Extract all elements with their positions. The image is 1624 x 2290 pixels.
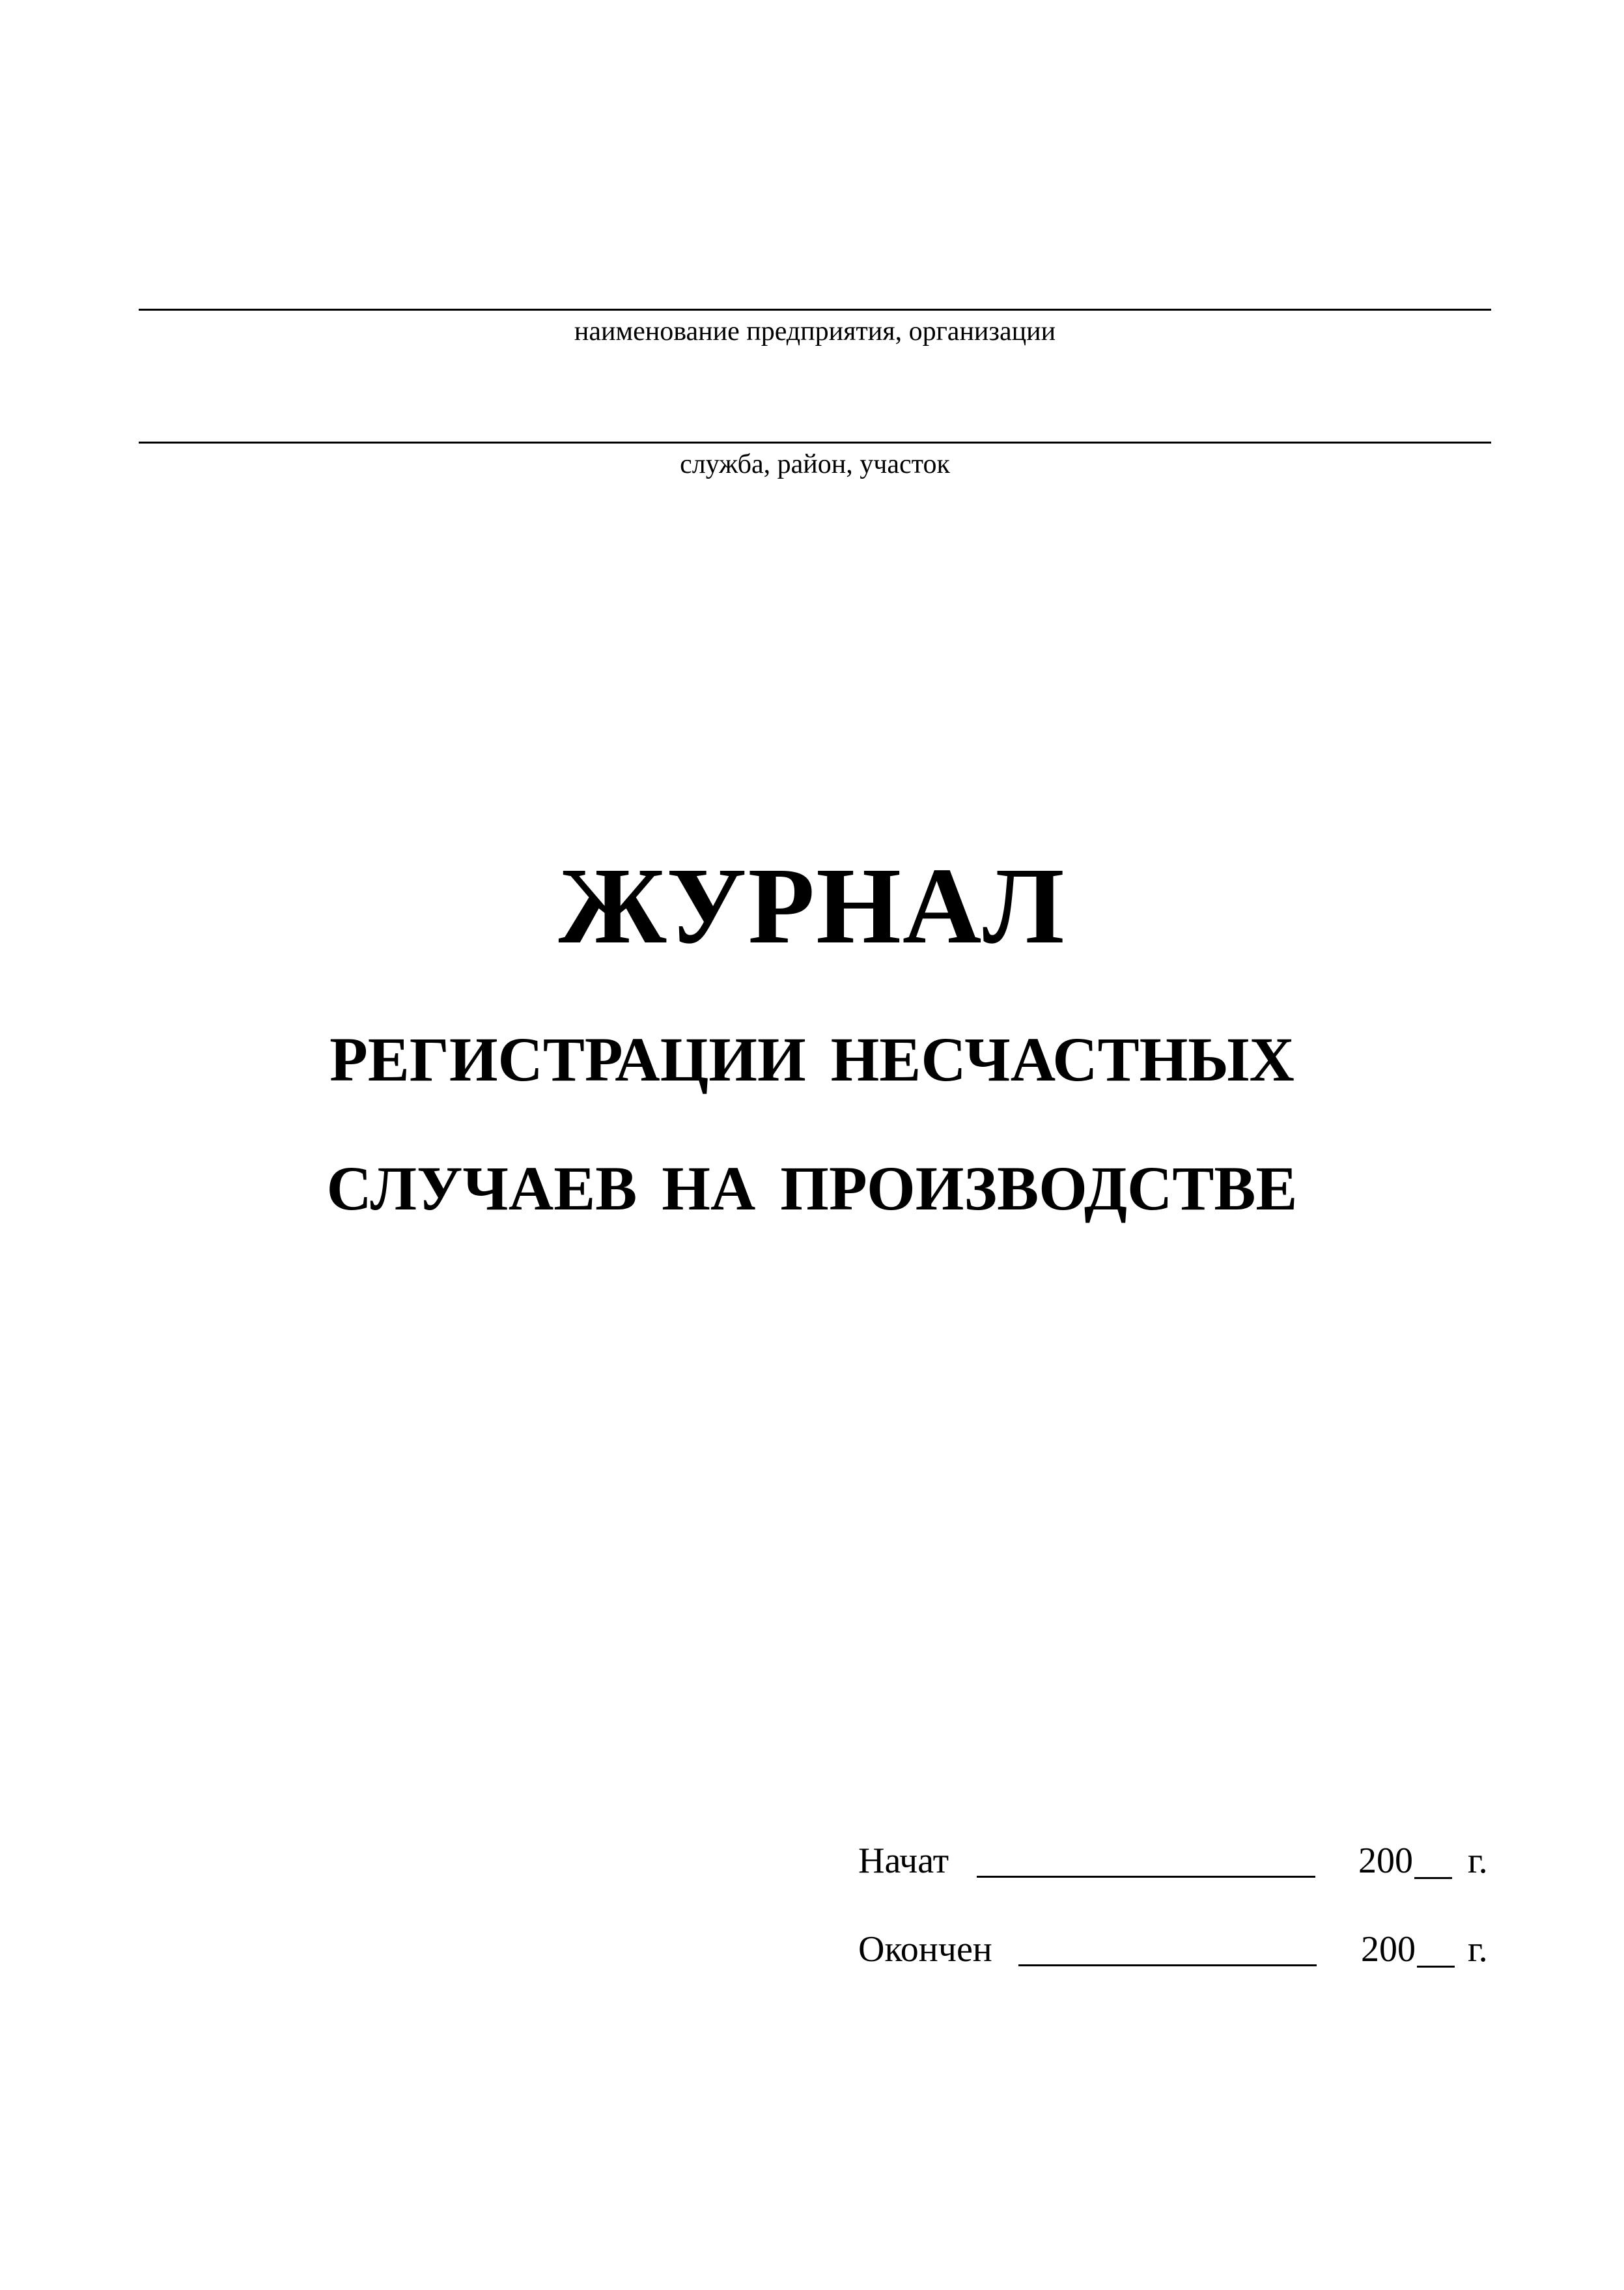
document-subtitle-line-2: СЛУЧАЕВ НА ПРОИЗВОДСТВЕ [326,1153,1298,1223]
started-year-prefix: 200 [1358,1841,1413,1881]
started-year-suffix: г. [1468,1841,1488,1881]
ended-date-blank[interactable] [1018,1964,1317,1966]
ended-year-blank[interactable] [1417,1966,1455,1968]
ended-year-suffix: г. [1468,1929,1488,1970]
ended-year-prefix: 200 [1361,1929,1416,1970]
document-subtitle-line-1: РЕГИСТРАЦИИ НЕСЧАСТНЫХ [329,1025,1295,1094]
unit-name-caption: служба, район, участок [680,449,950,479]
unit-name-line[interactable] [139,442,1491,444]
started-date-blank[interactable] [977,1876,1315,1878]
started-date-field [858,1841,1496,1880]
ended-date-field [858,1930,1496,1969]
document-title: ЖУРНАЛ [558,845,1066,967]
ended-label: Окончен [858,1929,992,1970]
organization-name-line[interactable] [139,309,1491,311]
started-year-blank[interactable] [1414,1877,1452,1879]
started-label: Начат [858,1841,949,1881]
organization-name-caption: наименование предприятия, организации [574,317,1056,346]
